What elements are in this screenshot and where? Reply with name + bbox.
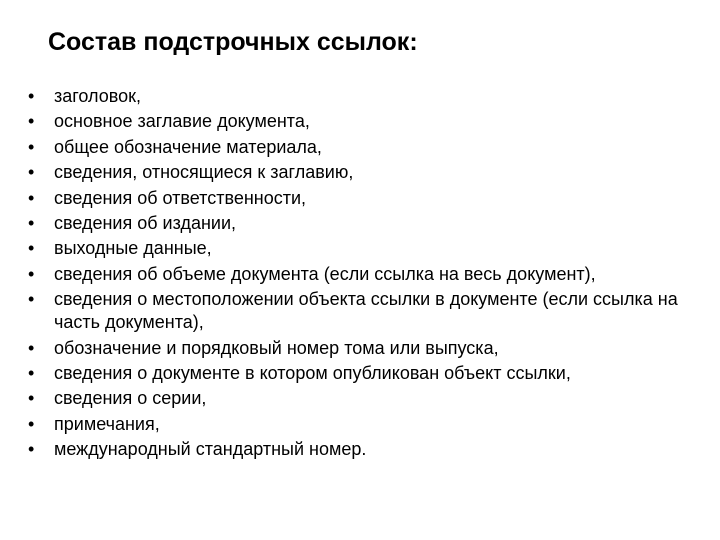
list-item xyxy=(24,387,704,410)
list-item-text: сведения об ответственности, xyxy=(54,187,307,208)
list-item-text: сведения о серии, xyxy=(54,388,207,409)
bullet-dot-icon: • xyxy=(28,213,35,234)
bullet-dot-icon: • xyxy=(28,337,35,358)
list-item xyxy=(24,263,704,286)
list-item xyxy=(24,288,704,334)
list-item-text: сведения об объеме документа (если ссылка на весь документ), xyxy=(54,263,596,284)
list-item xyxy=(24,237,704,260)
list-item xyxy=(24,413,704,436)
bullet-dot-icon: • xyxy=(28,111,35,132)
bullet-dot-icon: • xyxy=(28,238,35,259)
list-item-text: сведения о документе в котором опубликован объект ссылки, xyxy=(54,362,571,383)
bullet-dot-icon: • xyxy=(28,187,35,208)
bullet-dot-icon: • xyxy=(28,136,35,157)
list-item xyxy=(24,187,704,210)
slide-title: Состав подстрочных ссылок: xyxy=(48,28,418,56)
list-item-text: обозначение и порядковый номер тома или выпуска, xyxy=(54,337,499,358)
list-item xyxy=(24,110,704,133)
list-item xyxy=(24,136,704,159)
bullet-dot-icon: • xyxy=(28,439,35,460)
bullet-dot-icon: • xyxy=(28,388,35,409)
list-item-text: сведения о местоположении объекта ссылки в документе (если ссылка на часть документа), xyxy=(54,289,678,333)
bullet-dot-icon: • xyxy=(28,162,35,183)
bullet-dot-icon: • xyxy=(28,263,35,284)
bullet-dot-icon: • xyxy=(28,289,35,310)
list-item xyxy=(24,337,704,360)
bullet-dot-icon: • xyxy=(28,362,35,383)
list-item xyxy=(24,438,704,461)
list-item xyxy=(24,161,704,184)
list-item-text: общее обозначение материала, xyxy=(54,136,322,157)
list-item-text: сведения об издании, xyxy=(54,213,237,234)
list-item xyxy=(24,362,704,385)
list-item xyxy=(24,85,704,108)
bullet-dot-icon: • xyxy=(28,86,35,106)
list-item-text: заголовок, xyxy=(54,86,142,106)
list-item-text: международный стандартный номер. xyxy=(54,439,367,460)
list-item xyxy=(24,212,704,235)
bullet-list xyxy=(24,85,704,464)
bullet-dot-icon: • xyxy=(28,413,35,434)
list-item-text: сведения, относящиеся к заглавию, xyxy=(54,162,354,183)
list-item-text: примечания, xyxy=(54,413,160,434)
list-item-text: основное заглавие документа, xyxy=(54,111,310,132)
list-item-text: выходные данные, xyxy=(54,238,212,259)
